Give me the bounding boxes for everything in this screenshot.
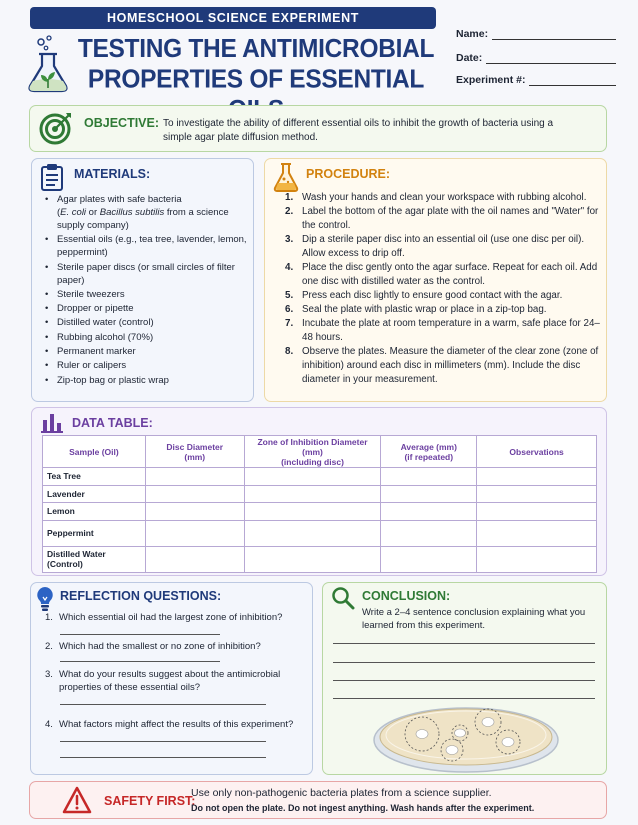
list-item: • Agar plates with safe bacteria (E. coli or Bacillus subtilis from a science supply company)	[45, 193, 250, 232]
answer-line[interactable]	[333, 643, 595, 644]
conclusion-prompt: Write a 2–4 sentence conclusion explaining what you learned from this experiment.	[362, 607, 586, 631]
question-4: 4. What factors might affect the results of this experiment?	[45, 719, 294, 730]
bar-chart-icon	[40, 411, 64, 433]
header-disc-diameter: Disc Diameter (mm)	[145, 436, 244, 468]
beaker-icon	[273, 162, 299, 192]
procedure-list	[283, 191, 601, 387]
objective-label: OBJECTIVE:	[84, 116, 160, 130]
warning-icon	[62, 786, 92, 814]
safety-title: SAFETY FIRST:	[104, 794, 196, 808]
reflection-title: REFLECTION QUESTIONS:	[60, 589, 222, 603]
table-row: Tea Tree	[43, 468, 597, 486]
lightbulb-icon	[36, 586, 54, 612]
answer-line[interactable]	[333, 662, 595, 663]
list-item: • Rubbing alcohol (70%)	[45, 331, 250, 344]
list-item: 4. Place the disc gently onto the agar surface. Repeat for each oil. Add one disc with distilled water as the control.	[285, 262, 598, 287]
name-field[interactable]: Name:	[456, 28, 616, 40]
list-item: • Ruler or calipers	[45, 359, 250, 372]
list-item: • Sterile tweezers	[45, 288, 250, 301]
answer-line[interactable]	[60, 634, 220, 635]
list-item: 8. Observe the plates. Measure the diameter of the clear zone (zone of inhibition) around each disc in millimeters (mm). Include the disc diameter in your measurement.	[285, 346, 599, 385]
table-row: Lemon	[43, 503, 597, 521]
target-icon	[38, 110, 74, 146]
magnifier-icon	[331, 586, 355, 610]
page-title: TESTING THE ANTIMICROBIAL PROPERTIES OF ESSENTIAL	[77, 35, 435, 94]
safety-line-2: Do not open the plate. Do not ingest anything. Wash hands after the experiment.	[191, 803, 535, 813]
answer-line[interactable]	[60, 704, 266, 705]
question-3: 3. What do your results suggest about the antimicrobial properties of these essential oils?	[45, 669, 281, 693]
clipboard-icon	[40, 163, 64, 191]
list-item: 7. Incubate the plate at room temperature in a warm, safe place for 24–48 hours.	[285, 318, 600, 343]
materials-title: MATERIALS:	[74, 167, 151, 181]
objective-text: To investigate the ability of different essential oils to inhibit the growth of bacteria using a simple agar plate diffusion method.	[163, 118, 554, 143]
answer-line[interactable]	[60, 741, 266, 742]
procedure-title: PROCEDURE:	[306, 167, 391, 181]
table-row: Distilled Water (Control)	[43, 546, 597, 572]
list-item: 6. Seal the plate with plastic wrap or place in a zip-top bag.	[285, 304, 547, 315]
list-item: • Zip-top bag or plastic wrap	[45, 374, 250, 387]
conclusion-title: CONCLUSION:	[362, 589, 451, 603]
list-item: 3. Dip a sterile paper disc into an essential oil (use one disc per oil). Allow excess to drip off.	[285, 234, 585, 259]
data-table-title: DATA TABLE:	[72, 416, 153, 430]
list-item: 5. Press each disc lightly to ensure good contact with the agar.	[285, 290, 563, 301]
petri-dish-illustration	[370, 700, 562, 774]
experiment-number-field[interactable]: Experiment #:	[456, 74, 616, 86]
list-item: 2. Label the bottom of the agar plate with the oil names and "Water" for the control.	[285, 206, 599, 231]
date-field[interactable]: Date:	[456, 52, 616, 64]
table-header-row	[43, 436, 597, 468]
question-2: 2. Which had the smallest or no zone of inhibition?	[45, 641, 261, 652]
answer-line[interactable]	[333, 698, 595, 699]
list-item: 1. Wash your hands and clean your workspace with rubbing alcohol.	[285, 192, 587, 203]
header-average: Average (mm) (if repeated)	[381, 436, 477, 468]
question-1: 1. Which essential oil had the largest zone of inhibition?	[45, 612, 283, 623]
table-row: Peppermint	[43, 520, 597, 546]
header-banner: HOMESCHOOL SCIENCE EXPERIMENT	[30, 7, 436, 29]
header-zone-diameter: Zone of Inhibition Diameter (mm) (including disc)	[244, 436, 381, 468]
flask-leaf-icon	[22, 34, 74, 94]
list-item: • Essential oils (e.g., tea tree, lavender, lemon, peppermint)	[45, 233, 250, 259]
table-row: Lavender	[43, 485, 597, 503]
list-item: • Dropper or pipette	[45, 302, 250, 315]
list-item: • Sterile paper discs (or small circles of filter paper)	[45, 261, 250, 287]
header-observations: Observations	[477, 436, 597, 468]
answer-line[interactable]	[333, 680, 595, 681]
answer-line[interactable]	[60, 757, 266, 758]
safety-line-1: Use only non-pathogenic bacteria plates from a science supplier.	[191, 787, 492, 799]
materials-list	[45, 193, 250, 388]
answer-line[interactable]	[60, 661, 220, 662]
list-item: • Permanent marker	[45, 345, 250, 358]
header-sample: Sample (Oil)	[43, 436, 146, 468]
data-table	[42, 435, 597, 573]
list-item: • Distilled water (control)	[45, 316, 250, 329]
